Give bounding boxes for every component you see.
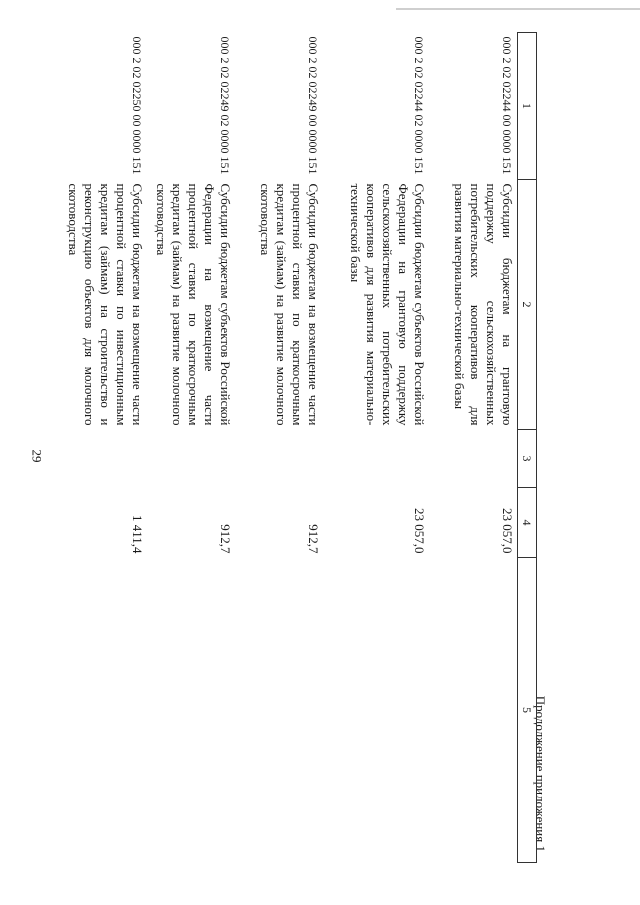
row-value: 23 057,0 xyxy=(500,508,515,554)
row-cell-3 xyxy=(41,430,147,488)
row-cell-5 xyxy=(323,558,429,863)
row-code: 000 2 02 02244 02 0000 151 xyxy=(412,36,426,175)
column-header-2: 2 xyxy=(518,180,537,430)
row-description: Субсидии бюджетам субъектов Российской Федерации на грантовую поддержку сельскохозяйственных потребительских кооперативов для развития материально-технической базы xyxy=(348,183,427,426)
row-value: 1 411,4 xyxy=(130,514,145,554)
column-header-1: 1 xyxy=(518,33,537,180)
column-header-3: 3 xyxy=(518,430,537,488)
row-description: Субсидии бюджетам субъектов Российской Федерации на возмещение части процентной ставки по краткосрочным кредитам (займам) на развитие молочного скотоводства xyxy=(154,183,233,426)
row-cell-5 xyxy=(235,558,323,863)
page-number: 29 xyxy=(29,449,45,463)
row-cell-3 xyxy=(235,430,323,488)
row-value: 23 057,0 xyxy=(412,508,427,554)
table-row xyxy=(235,33,323,863)
row-cell-3 xyxy=(147,430,235,488)
row-cell-3 xyxy=(323,430,429,488)
row-code: 000 2 02 02250 00 0000 151 xyxy=(130,36,144,175)
table-row xyxy=(429,33,518,863)
table-row xyxy=(323,33,429,863)
appendix-subtitle: Продолжение приложения 1 xyxy=(533,695,548,852)
row-value: 912,7 xyxy=(218,524,233,554)
budget-table xyxy=(41,32,537,863)
row-code: 000 2 02 02249 02 0000 151 xyxy=(218,36,232,175)
row-description: Субсидии бюджетам на возмещение части процентной ставки по краткосрочным кредитам (займам) на развитие молочного скотоводства xyxy=(258,183,321,426)
column-header-4: 4 xyxy=(518,488,537,558)
row-cell-3 xyxy=(429,430,518,488)
column-header-5: 5 xyxy=(518,558,537,863)
table-header-row xyxy=(518,33,537,863)
scan-edge-line xyxy=(396,8,640,10)
row-cell-5 xyxy=(429,558,518,863)
table-row xyxy=(41,33,147,863)
row-cell-5 xyxy=(41,558,147,863)
rotated-page-content xyxy=(27,32,547,862)
row-code: 000 2 02 02244 00 0000 151 xyxy=(500,36,514,175)
table-row xyxy=(147,33,235,863)
row-code: 000 2 02 02249 00 0000 151 xyxy=(306,36,320,175)
row-cell-5 xyxy=(147,558,235,863)
row-value: 912,7 xyxy=(306,524,321,554)
row-description: Субсидии бюджетам на возмещение части процентной ставки по инвестиционным кредитам (займам) на строительство и реконструкцию объектов для молочного скотоводства xyxy=(66,183,145,426)
row-description: Субсидии бюджетам на грантовую поддержку сельскохозяйственных потребительских кооперативов для развития материально-технической базы xyxy=(452,183,515,426)
